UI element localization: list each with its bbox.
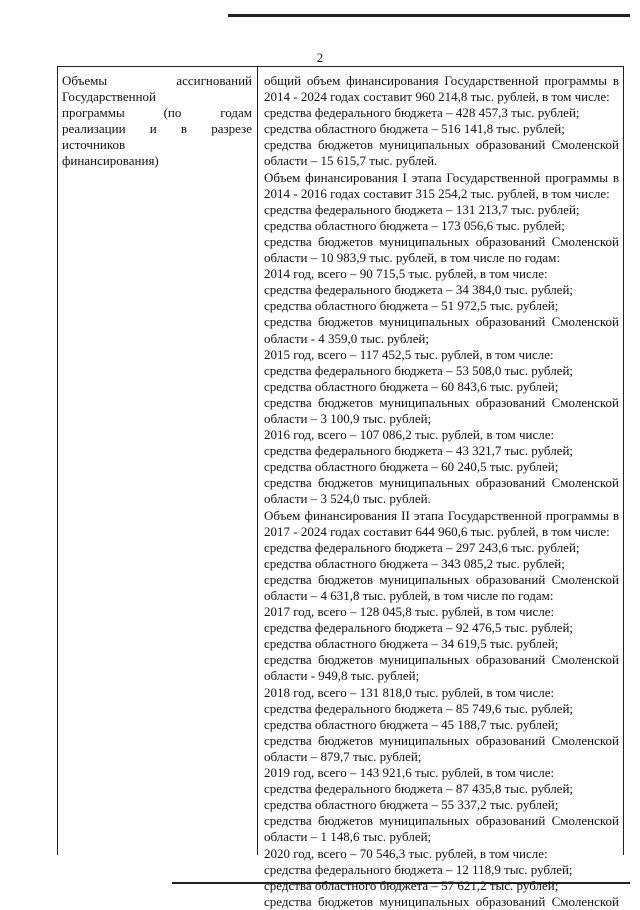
content-line: средства областного бюджета – 60 843,6 тыс. рублей;	[264, 378, 559, 394]
text-word: II	[401, 507, 410, 523]
content-line: средства областного бюджета – 173 056,6 тыс. рублей;	[264, 217, 565, 233]
label-line: источников	[62, 137, 126, 152]
content-line: 2014 - 2024 годах составит 960 214,8 тыс. рублей, в том числе:	[264, 89, 610, 105]
text-word: Государственной	[446, 169, 541, 185]
text-word: годам	[220, 105, 252, 120]
text-word: Объем	[264, 507, 301, 523]
content-line	[264, 73, 619, 89]
content-line: 2014 - 2016 годах составит 315 254,2 тыс. рублей, в том числе:	[264, 185, 610, 201]
content-line: 2017 год, всего – 128 045,8 тыс. рублей, в том числе:	[264, 604, 555, 620]
text-word: средства	[264, 314, 312, 330]
text-word: бюджетов	[318, 233, 374, 249]
content-line: 2017 - 2024 годах составит 644 960,6 тыс. рублей, в том числе:	[264, 523, 610, 539]
funding-table	[57, 66, 624, 909]
top-rule	[228, 14, 630, 17]
content-line: 2014 год, всего – 90 715,5 тыс. рублей, в том числе:	[264, 266, 548, 282]
text-word: средства	[264, 652, 312, 668]
content-line	[264, 508, 619, 524]
label-line	[62, 73, 252, 89]
page-number: 2	[316, 50, 324, 65]
content-line: средства федерального бюджета – 92 476,5 тыс. рублей;	[264, 620, 574, 636]
text-word: ассигнований	[176, 73, 252, 88]
text-word: Смоленской	[551, 394, 619, 410]
content-line: средства областного бюджета – 55 337,2 тыс. рублей;	[264, 797, 559, 813]
content-line	[264, 733, 619, 749]
content-line	[264, 314, 619, 330]
content-line: 2019 год, всего – 143 921,6 тыс. рублей, в том числе:	[264, 765, 555, 781]
column-divider	[257, 67, 258, 855]
content-line: области – 4 631,8 тыс. рублей, в том числе по годам:	[264, 588, 554, 603]
text-word: муниципальных	[379, 732, 470, 748]
text-word: бюджетов	[318, 137, 374, 153]
text-word: образований	[475, 813, 546, 829]
text-word: муниципальных	[379, 233, 470, 249]
text-word: этапа	[413, 507, 444, 523]
content-line: средства федерального бюджета – 297 243,6 тыс. рублей;	[264, 539, 580, 555]
text-word: бюджетов	[318, 813, 374, 829]
text-word: и	[149, 121, 157, 136]
text-word: I	[402, 169, 407, 185]
content-line	[264, 652, 619, 668]
text-word: финансирования	[346, 73, 439, 88]
text-word: муниципальных	[379, 813, 470, 829]
content-line: средства федерального бюджета – 43 321,7 тыс. рублей;	[264, 443, 574, 459]
content-line	[264, 572, 619, 588]
content-line: 2015 год, всего – 117 452,5 тыс. рублей, в том числе:	[264, 346, 554, 362]
text-word: средства	[264, 571, 312, 587]
text-word: средства	[264, 233, 312, 249]
text-word: Объем	[264, 169, 301, 185]
table-label-cell	[62, 73, 252, 169]
content-line: средства федерального бюджета – 85 749,6 тыс. рублей;	[264, 700, 574, 716]
content-line: средства федерального бюджета – 131 213,7 тыс. рублей;	[264, 201, 580, 217]
text-word: в	[612, 507, 619, 523]
content-line: области – 15 615,7 тыс. рублей.	[264, 153, 438, 169]
text-word: муниципальных	[379, 571, 470, 587]
content-line: средства областного бюджета – 57 621,2 тыс. рублей;	[264, 877, 559, 893]
content-line: области – 10 983,9 тыс. рублей, в том числе по годам:	[264, 250, 561, 266]
content-line: средства федерального бюджета – 12 118,9 тыс. рублей;	[264, 861, 573, 877]
content-line: области – 879,7 тыс. рублей;	[264, 748, 422, 764]
content-line	[264, 395, 619, 411]
text-word: Государственной	[444, 73, 539, 88]
bottom-rule	[172, 882, 630, 884]
text-word: в	[612, 169, 619, 185]
content-line: средства областного бюджета – 51 972,5 тыс. рублей;	[264, 298, 559, 314]
text-word: средства	[264, 893, 312, 909]
text-word: бюджетов	[318, 571, 374, 587]
text-word: образований	[475, 732, 546, 748]
label-line: финансирования)	[62, 153, 159, 168]
text-word: средства	[264, 137, 312, 153]
text-word: образований	[475, 233, 546, 249]
content-line: средства областного бюджета – 34 619,5 тыс. рублей;	[264, 636, 559, 652]
text-word: средства	[264, 732, 312, 748]
text-word: Смоленской	[551, 475, 619, 491]
text-word: этапа	[411, 169, 442, 185]
text-word: Государственной	[447, 507, 542, 523]
text-word: средства	[264, 394, 312, 410]
content-line: области - 949,8 тыс. рублей;	[264, 668, 420, 684]
content-line	[264, 234, 619, 250]
text-word: средства	[264, 475, 312, 491]
text-word: Смоленской	[551, 813, 619, 829]
content-line: области – 1 148,6 тыс. рублей;	[264, 829, 432, 845]
text-word: бюджетов	[318, 893, 374, 909]
text-word: разрезе	[211, 121, 252, 136]
content-line: средства федерального бюджета – 53 508,0 тыс. рублей;	[264, 362, 574, 378]
content-line: 2018 год, всего – 131 818,0 тыс. рублей, в том числе:	[264, 684, 555, 700]
content-line: средства областного бюджета – 516 141,8 тыс. рублей;	[264, 121, 565, 137]
text-word: образований	[475, 652, 546, 668]
text-word: образований	[475, 475, 546, 491]
text-word: муниципальных	[379, 314, 470, 330]
text-word: образований	[475, 893, 546, 909]
content-line	[264, 813, 619, 829]
text-word: муниципальных	[379, 394, 470, 410]
text-word: (по	[163, 105, 182, 120]
text-word: образований	[475, 137, 546, 153]
content-line	[264, 170, 619, 186]
text-word: программы	[62, 105, 125, 120]
content-line: области – 3 100,9 тыс. рублей;	[264, 410, 432, 426]
text-word: в	[180, 121, 188, 136]
text-word: бюджетов	[318, 394, 374, 410]
text-word: Смоленской	[551, 652, 619, 668]
text-word: Смоленской	[551, 571, 619, 587]
content-line	[264, 137, 619, 153]
content-line: области - 4 359,0 тыс. рублей;	[264, 330, 429, 346]
label-line	[62, 105, 252, 121]
content-line: средства областного бюджета – 60 240,5 тыс. рублей;	[264, 459, 559, 475]
content-line: средства областного бюджета – 343 085,2 тыс. рублей;	[264, 555, 565, 571]
text-word: программы	[544, 73, 607, 88]
text-word: Объемы	[62, 73, 108, 88]
content-line: области – 3 524,0 тыс. рублей.	[264, 491, 431, 507]
content-line: средства федерального бюджета – 87 435,8 тыс. рублей;	[264, 781, 574, 797]
label-line: Государственной	[62, 89, 157, 104]
text-word: образований	[475, 394, 546, 410]
text-word: образований	[475, 314, 546, 330]
text-word: Смоленской	[551, 233, 619, 249]
content-line: средства федерального бюджета – 34 384,0 тыс. рублей;	[264, 282, 574, 298]
text-word: муниципальных	[379, 137, 470, 153]
content-line	[264, 894, 619, 910]
text-word: Смоленской	[551, 732, 619, 748]
content-line: 2020 год, всего – 70 546,3 тыс. рублей, в том числе:	[264, 845, 548, 861]
text-word: бюджетов	[318, 652, 374, 668]
content-line: 2016 год, всего – 107 086,2 тыс. рублей, в том числе:	[264, 427, 555, 443]
label-line	[62, 121, 252, 137]
text-word: Смоленской	[551, 137, 619, 153]
text-word: объем	[306, 73, 341, 88]
text-word: Смоленской	[551, 314, 619, 330]
content-line	[264, 475, 619, 491]
text-word: муниципальных	[379, 475, 470, 491]
content-line: средства областного бюджета – 45 188,7 тыс. рублей;	[264, 716, 559, 732]
text-word: бюджетов	[318, 314, 374, 330]
text-word: муниципальных	[379, 893, 470, 909]
text-word: финансирования	[305, 169, 398, 185]
text-word: образований	[475, 571, 546, 587]
text-word: Смоленской	[551, 893, 619, 909]
text-word: бюджетов	[318, 732, 374, 748]
text-word: бюджетов	[318, 475, 374, 491]
text-word: программы	[545, 507, 609, 523]
text-word: финансирования	[304, 507, 397, 523]
content-line: средства федерального бюджета – 428 457,3 тыс. рублей;	[264, 105, 580, 121]
text-word: муниципальных	[379, 652, 470, 668]
text-word: реализации	[62, 121, 126, 136]
text-word: общий	[264, 73, 302, 88]
text-word: средства	[264, 813, 312, 829]
text-word: программы	[545, 169, 608, 185]
table-content-cell	[264, 73, 619, 910]
text-word: в	[612, 73, 619, 88]
